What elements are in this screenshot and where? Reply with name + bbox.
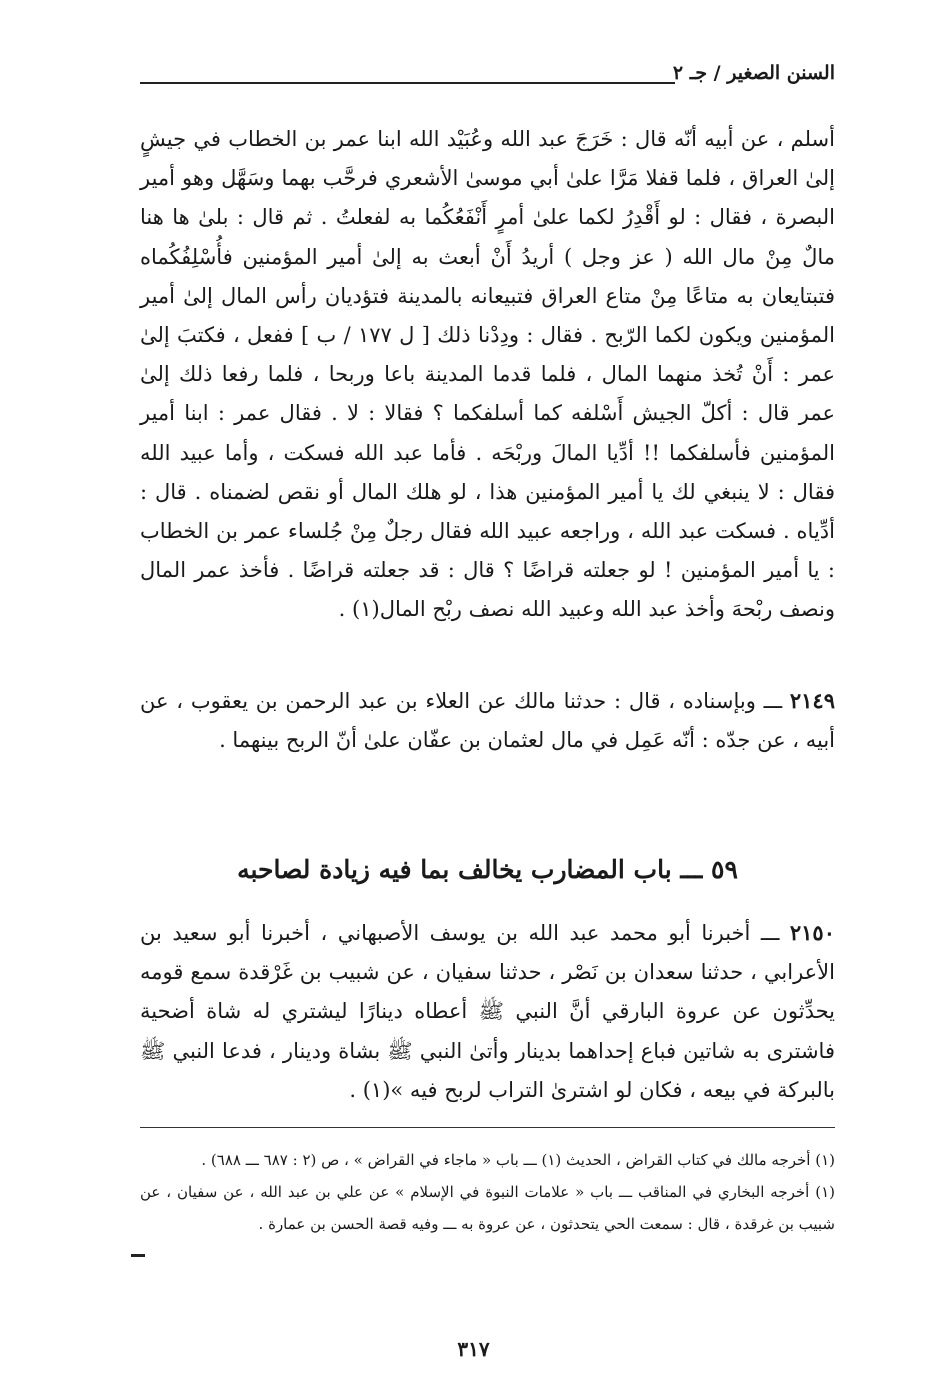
footnote: (١) أخرجه مالك في كتاب القراض ، الحديث (١) ـــ باب « ماجاء في القراض » ، ص (٢ : ٦٨٧ ـــ ٦٨٨) . xyxy=(201,1151,835,1169)
hadith-number: ٢١٤٩ xyxy=(789,688,835,713)
hadith-2149 xyxy=(140,681,835,760)
header-title: السنن الصغير / جـ ٢ xyxy=(672,62,835,84)
narration-paragraph xyxy=(140,120,835,630)
margin-dash-mark xyxy=(131,1254,145,1257)
chapter-heading: ٥٩ ـــ باب المضارب يخالف بما فيه زيادة لصاحبه xyxy=(237,855,738,884)
footnote-rule xyxy=(140,1127,835,1128)
hadith-text: ـــ وبإسناده ، قال : حدثنا مالك عن العلاء بن عبد الرحمن بن يعقوب ، عن أبيه ، عن جدّه : أنّه عَمِل في مال لعثمان بن عفّان علىٰ أنّ الربح بينهما . xyxy=(140,689,835,753)
hadith-number: ٢١٥٠ xyxy=(789,920,835,945)
running-header xyxy=(140,58,835,88)
page-number: ٣١٧ xyxy=(457,1337,490,1361)
narration-text: أسلم ، عن أبيه أنّه قال : خَرَجَ عبد الله وعُبَيْد الله ابنا عمر بن الخطاب في جيشٍ إلىٰ العراق ، فلما قفلا مَرَّا علىٰ أبي موسىٰ الأشعري فرحَّب بهما وسَهَّل وهو أمير البصرة ، فقال : لو أَقْدِرُ لكما علىٰ أمرٍ أَنْفَعُكُما به لفعلتُ . ثم قال : بلىٰ ها هنا مالٌ مِنْ مال الله ( عز وجل ) أريدُ أَنْ أبعث به إلىٰ أمير المؤمنين فأُسْلِفُكُماه فتبتايعان به متاعًا مِنْ متاع العراق فتبيعانه بالمدينة فتؤديان رأس المال إلىٰ أمير المؤمنين ويكون لكما الرّبح . فقال : ودِدْنا ذلك [ ل ١٧٧ / ب ] ففعل ، فكتبَ إلىٰ عمر : أَنْ تُخذ منهما المال ، فلما قدما المدينة باعا وربحا ، فلما رفعا ذلك إلىٰ عمر قال : أكلّ الجيش أَسْلفه كما أسلفكما ؟ فقالا : لا . فقال عمر : ابنا أمير المؤمنين فأسلفكما !! أدِّيا المالَ وربْحَه . فأما عبد الله فسكت ، وأما عبيد الله فقال : لا ينبغي لك يا أمير المؤمنين هذا ، لو هلك المال أو نقص لضمناه . قال : أدِّياه . فسكت عبد الله ، وراجعه عبيد الله فقال رجلٌ مِنْ جُلساء عمر بن الخطاب : يا أمير المؤمنين ! لو جعلته قراضًا ؟ قال : قد جعلته قراضًا . فأخذ عمر المال ونصف ربْحهَ وأخذ عبد الله وعبيد الله نصف ربْح المال xyxy=(140,127,835,622)
footnote-marker: (١) . xyxy=(349,1077,391,1102)
footnotes xyxy=(140,1144,835,1240)
hadith-text: ـــ أخبرنا أبو محمد عبد الله بن يوسف الأصبهاني ، أخبرنا أبو سعيد بن الأعرابي ، حدثنا سعدان بن نَصْر ، حدثنا سفيان ، عن شبيب بن غَرْقدة سمع قومه يحدِّثون عن عروة البارقي أنَّ النبي ﷺ أعطاه دينارًا ليشتري له شاة أضحية فاشترى به شاتين فباع إحداهما بدينار وأتىٰ النبي ﷺ بشاة ودينار ، فدعا النبي ﷺ بالبركة في بيعه ، فكان لو اشترىٰ التراب لربح فيه » xyxy=(140,921,835,1102)
header-rule xyxy=(140,82,675,84)
hadith-2150 xyxy=(140,913,835,1110)
footnote: (١) أخرجه البخاري في المناقب ـــ باب « علامات النبوة في الإسلام » عن علي بن عبد الله ، عن سفيان ، عن شبيب بن غرقدة ، قال : سمعت الحي يتحدثون ، عن عروة به ـــ وفيه قصة الحسن بن عمارة . xyxy=(140,1183,835,1233)
footnote-marker: (١) . xyxy=(338,597,380,622)
